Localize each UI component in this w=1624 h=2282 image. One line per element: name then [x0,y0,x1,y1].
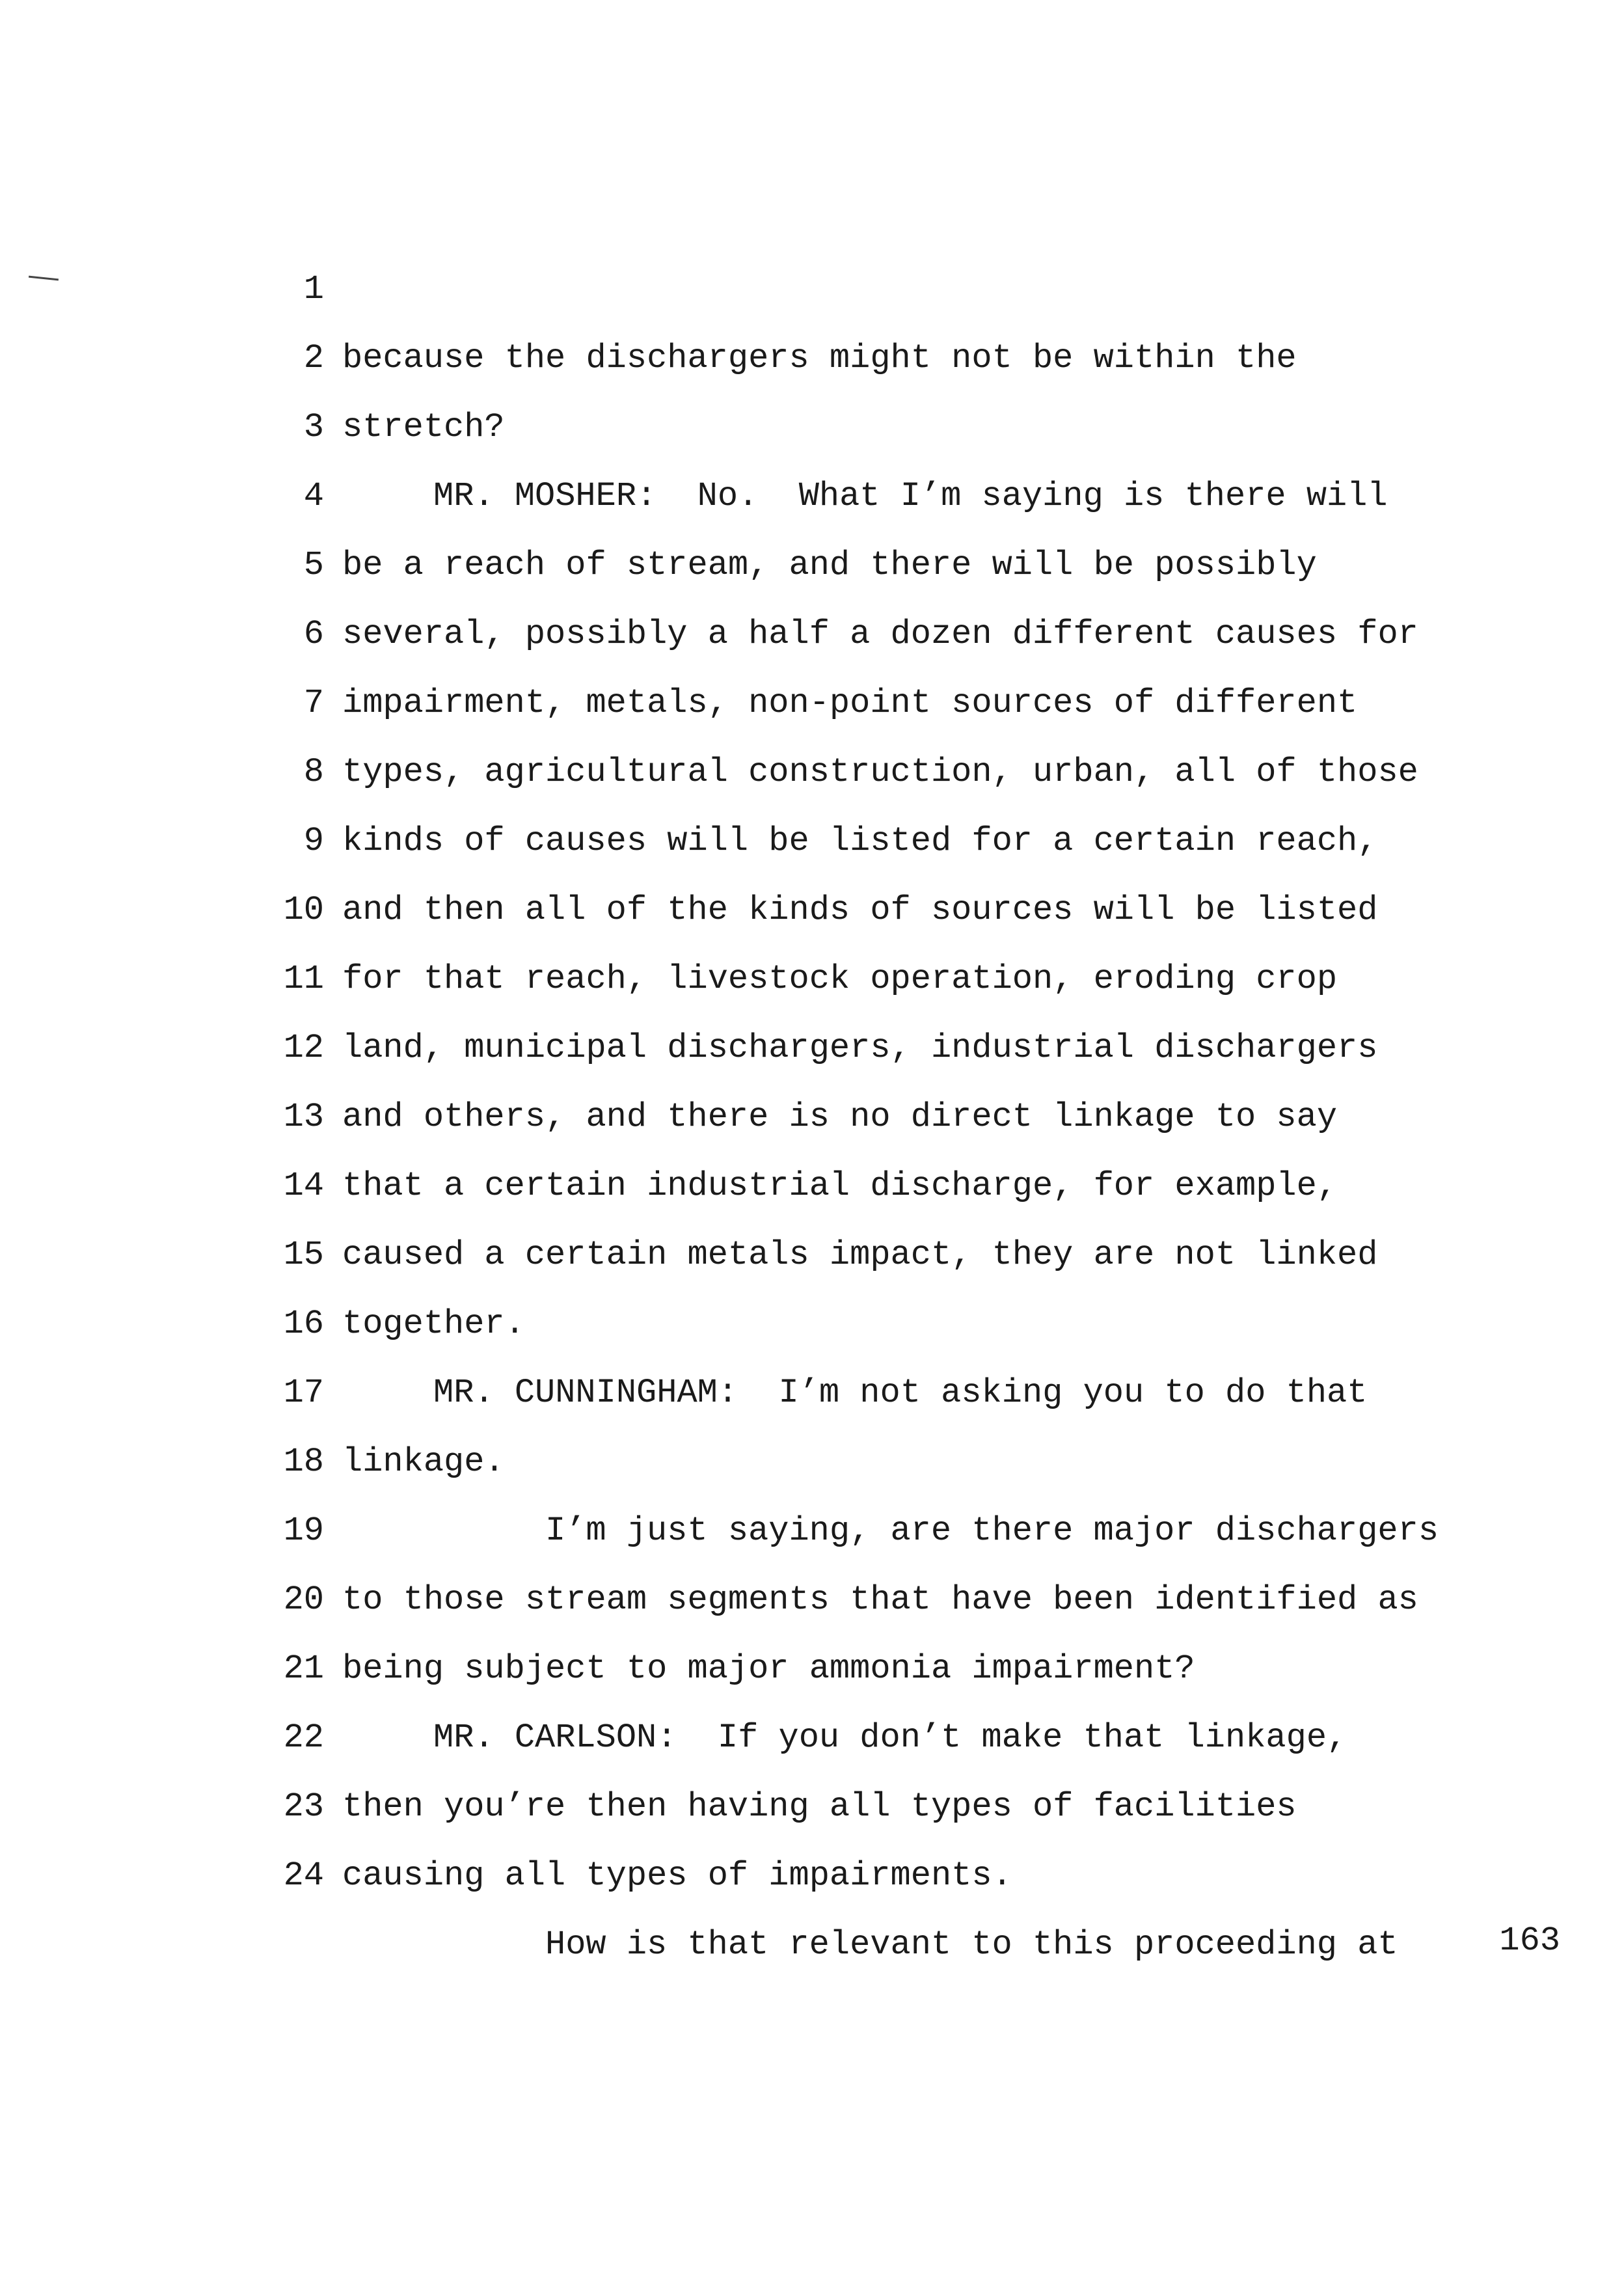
line-number: 13 [283,1098,324,1136]
line-number: 9 [303,822,324,860]
line-text: linkage. [342,1443,505,1481]
line-number: 2 [303,339,324,377]
line-number: 20 [283,1581,324,1619]
line-text: I’m just saying, are there major dischargers [545,1512,1439,1550]
line-text: causing all types of impairments. [342,1856,1012,1895]
line-number: 7 [303,684,324,722]
line-number: 4 [303,477,324,515]
line-number: 6 [303,615,324,653]
line-text: MR. CARLSON: If you don’t make that linkage, [433,1718,1347,1757]
line-number: 19 [283,1512,324,1550]
line-number: 21 [283,1650,324,1688]
line-number: 18 [283,1443,324,1481]
line-number: 12 [283,1029,324,1067]
margin-mark [29,276,59,281]
line-text: kinds of causes will be listed for a certain reach, [342,822,1378,860]
line-text: that a certain industrial discharge, for example, [342,1167,1338,1205]
transcript-line [265,186,1593,377]
line-number: 10 [283,891,324,929]
line-number: 14 [283,1167,324,1205]
line-number: 16 [283,1305,324,1343]
line-number: 11 [283,960,324,998]
line-text: then you’re then having all types of facilities [342,1787,1297,1826]
line-number: 3 [303,408,324,446]
line-text: caused a certain metals impact, they are not linked [342,1236,1378,1274]
line-number: 15 [283,1236,324,1274]
line-text: several, possibly a half a dozen different causes for [342,615,1418,653]
line-text: MR. MOSHER: No. What I’m saying is there will [433,477,1388,515]
line-text: MR. CUNNINGHAM: I’m not asking you to do that [433,1374,1368,1412]
line-text: to those stream segments that have been identified as [342,1581,1418,1619]
line-number: 17 [283,1374,324,1412]
line-number: 23 [283,1787,324,1826]
line-number: 22 [283,1718,324,1757]
line-text: impairment, metals, non-point sources of different [342,684,1358,722]
line-text: together. [342,1305,525,1343]
line-number: 8 [303,753,324,791]
line-number: 1 [303,270,324,308]
page-number: 163 [1499,1922,1560,1960]
line-text: be a reach of stream, and there will be possibly [342,546,1317,584]
line-text: types, agricultural construction, urban, all of those [342,753,1418,791]
line-text: and others, and there is no direct linkage to say [342,1098,1338,1136]
line-text: How is that relevant to this proceeding at [545,1925,1398,1964]
line-text: being subject to major ammonia impairment? [342,1650,1195,1688]
line-text: for that reach, livestock operation, eroding crop [342,960,1338,998]
line-text: because the dischargers might not be within the [342,339,1297,377]
line-text: and then all of the kinds of sources will be listed [342,891,1378,929]
line-number: 24 [283,1856,324,1895]
line-text: stretch? [342,408,505,446]
line-number: 5 [303,546,324,584]
line-text: land, municipal dischargers, industrial dischargers [342,1029,1378,1067]
